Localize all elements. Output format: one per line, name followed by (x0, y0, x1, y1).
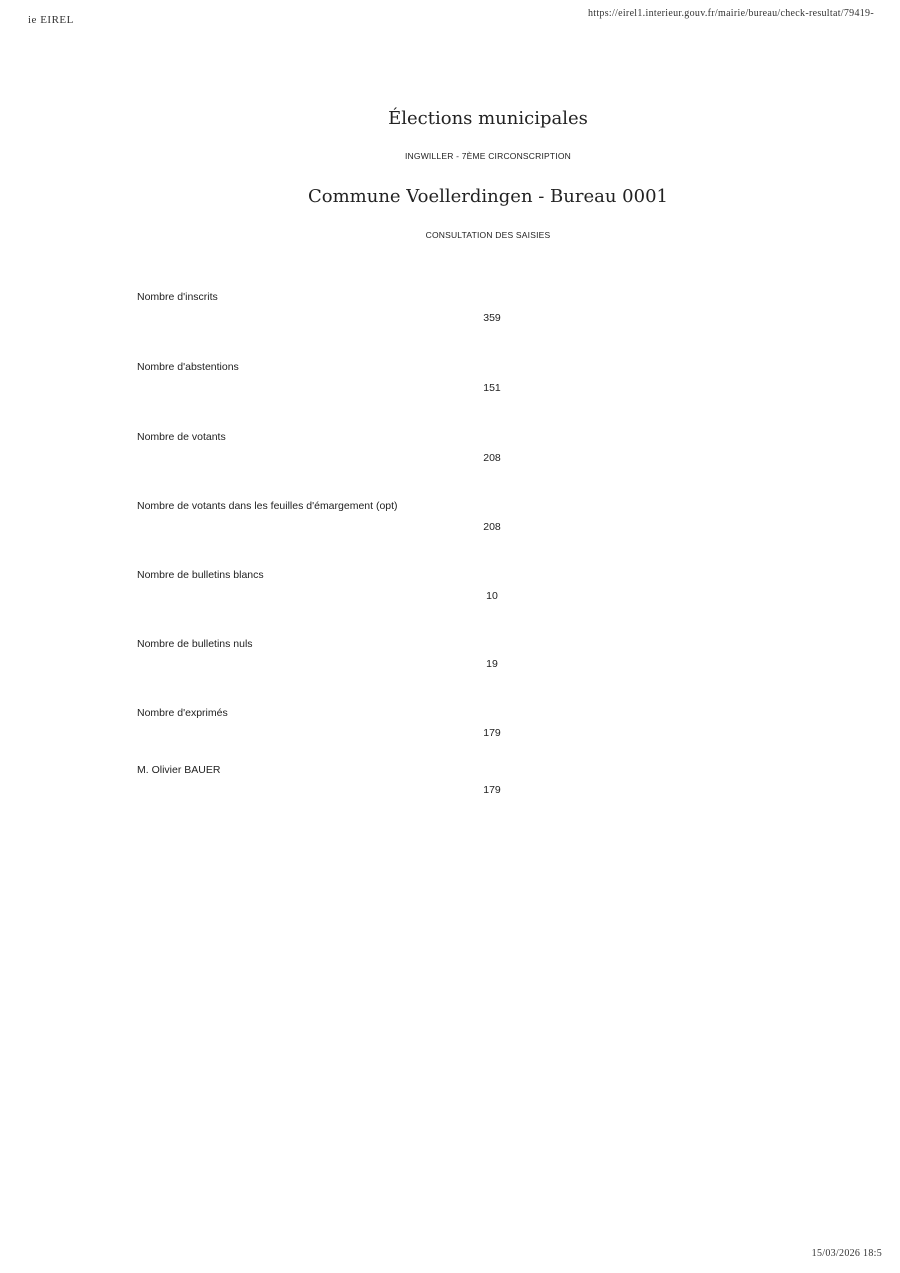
header-url-text: https://eirel1.interieur.gouv.fr/mairie/bureau/check-resultat/79419- (587, 8, 874, 19)
value-inscrits: 359 (483, 312, 501, 324)
circonscription-subtitle: INGWILLER - 7ÈME CIRCONSCRIPTION (404, 151, 572, 161)
header-left-text: ie EIREL (28, 14, 74, 26)
value-candidate: 179 (483, 784, 501, 796)
value-exprimes: 179 (483, 727, 501, 739)
value-votants: 208 (483, 452, 501, 464)
label-bulletins-nuls: Nombre de bulletins nuls (137, 638, 253, 650)
label-inscrits: Nombre d'inscrits (137, 291, 218, 303)
label-votants: Nombre de votants (137, 431, 226, 443)
value-abstentions: 151 (483, 382, 501, 394)
page-title: Élections municipales (388, 108, 588, 129)
label-votants-emargement: Nombre de votants dans les feuilles d'émargement (opt) (137, 500, 398, 512)
print-datetime: 15/03/2026 18:5 (811, 1248, 882, 1259)
label-candidate: M. Olivier BAUER (137, 764, 221, 776)
label-bulletins-blancs: Nombre de bulletins blancs (137, 569, 264, 581)
label-exprimes: Nombre d'exprimés (137, 707, 228, 719)
section-heading: CONSULTATION DES SAISIES (425, 230, 551, 240)
commune-heading: Commune Voellerdingen - Bureau 0001 (307, 186, 668, 207)
value-bulletins-nuls: 19 (486, 658, 498, 670)
value-bulletins-blancs: 10 (486, 590, 498, 602)
label-abstentions: Nombre d'abstentions (137, 361, 239, 373)
value-votants-emargement: 208 (483, 521, 501, 533)
